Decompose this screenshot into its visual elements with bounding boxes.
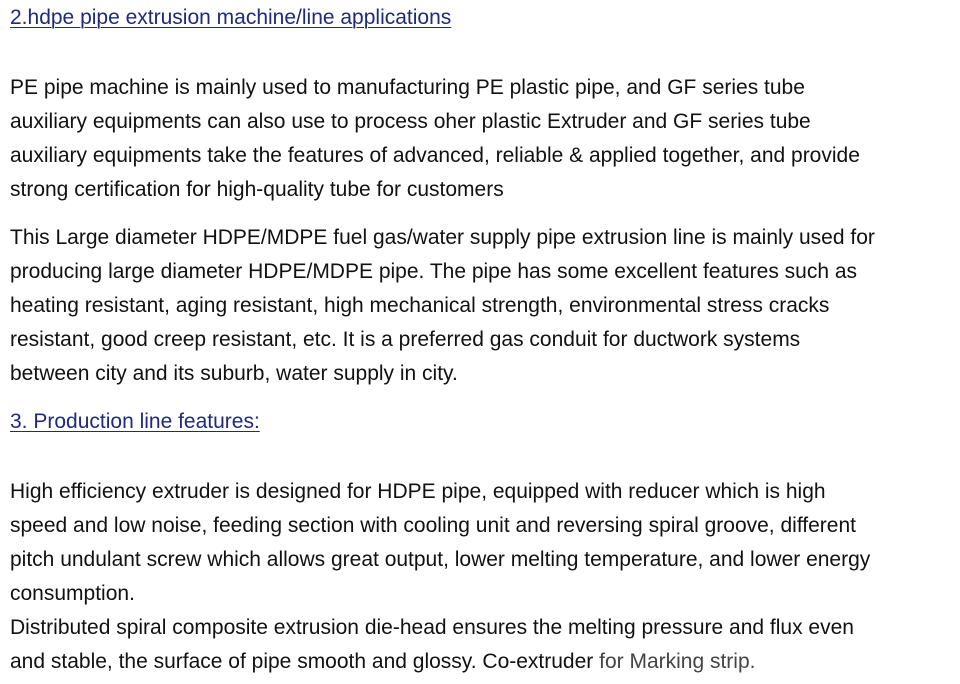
text-line [10,645,950,679]
document-body [10,0,950,679]
section-2-paragraph-2 [10,221,950,391]
section-2-heading-link[interactable]: 2.hdpe pipe extrusion machine/line applications [10,6,452,29]
text-line: PE pipe machine is mainly used to manufacturing PE plastic pipe, and GF series tube [10,76,805,99]
text-line: between city and its suburb, water supply in city. [10,362,458,385]
text-fragment: and stable, the surface of pipe smooth and glossy. Co-extruder [10,650,600,673]
spacer [10,439,950,475]
text-line: speed and low noise, feeding section with cooling unit and reversing spiral groove, different [10,514,856,537]
section-3-heading-link[interactable]: 3. Production line features: [10,410,260,433]
text-line: heating resistant, aging resistant, high mechanical strength, environmental stress cracks [10,294,830,317]
text-line: resistant, good creep resistant, etc. It is a preferred gas conduit for ductwork systems [10,328,801,351]
text-line: Distributed spiral composite extrusion die-head ensures the melting pressure and flux even [10,616,854,639]
section-3-paragraph-2 [10,611,950,679]
section-3-paragraph-1 [10,475,950,611]
spacer [10,35,950,71]
text-line: strong certification for high-quality tube for customers [10,178,504,201]
text-fragment-muted: for Marking strip. [599,650,756,673]
text-line: consumption. [10,582,135,605]
text-line: auxiliary equipments take the features of advanced, reliable & applied together, and provide [10,144,860,167]
text-line: pitch undulant screw which allows great output, lower melting temperature, and lower energy [10,548,871,571]
text-line: producing large diameter HDPE/MDPE pipe. The pipe has some excellent features such as [10,260,858,283]
text-line: This Large diameter HDPE/MDPE fuel gas/water supply pipe extrusion line is mainly used for [10,226,875,249]
spacer [10,391,950,405]
spacer [10,207,950,221]
text-line: auxiliary equipments can also use to process oher plastic Extruder and GF series tube [10,110,811,133]
text-line: High efficiency extruder is designed for HDPE pipe, equipped with reducer which is high [10,480,826,503]
section-2-paragraph-1 [10,71,950,207]
